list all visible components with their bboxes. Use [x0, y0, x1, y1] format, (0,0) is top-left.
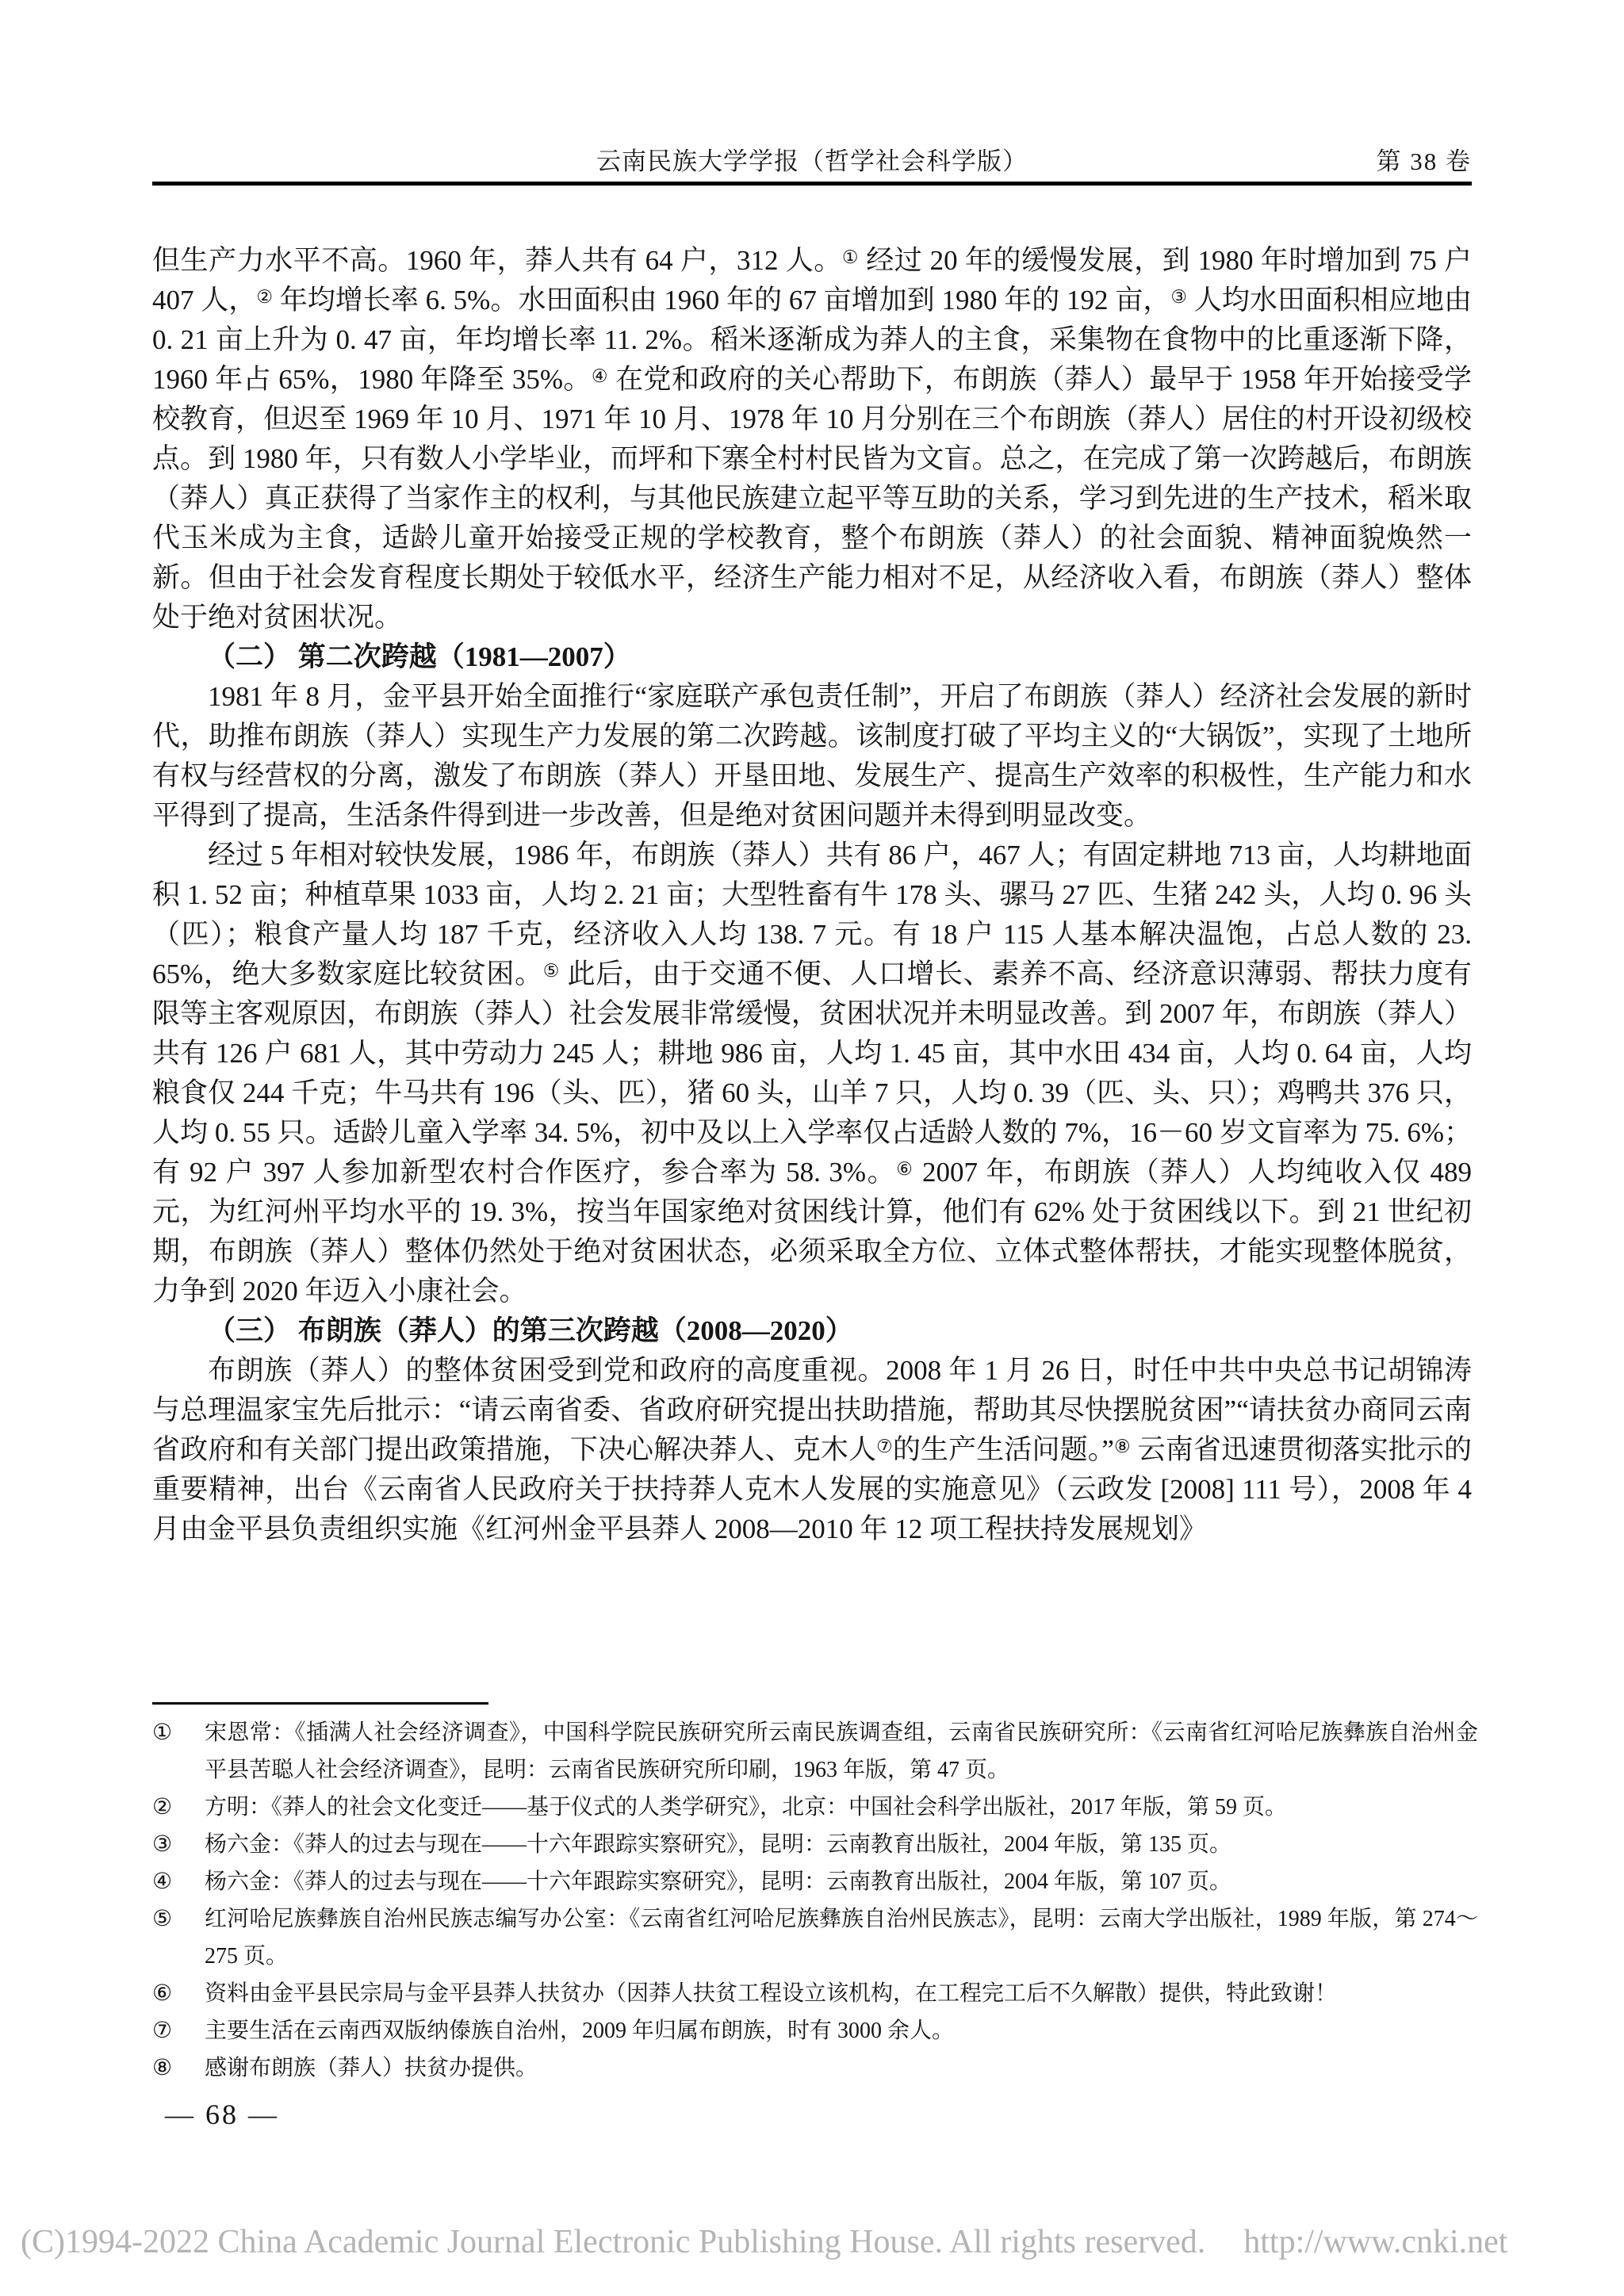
footnote-text: 宋恩常：《插满人社会经济调查》，中国科学院民族研究所云南民族调查组，云南省民族研究所：《云南省红河哈尼族彝族自治州金平县苦聪人社会经济调查》，昆明：云南省民族研究所印刷，1963 年版，第 47 页。 — [205, 1720, 1478, 1782]
footnote-text: 感谢布朗族（莽人）扶贫办提供。 — [205, 2056, 538, 2080]
copyright-text: (C)1994-2022 China Academic Journal Electronic Publishing House. All rights reserved. — [21, 2224, 1206, 2260]
footnote-ref: ① — [841, 247, 859, 267]
footnote-list — [152, 1714, 1478, 2087]
footnote-ref: ⑥ — [896, 1159, 914, 1179]
footnote-item — [152, 2012, 1478, 2049]
footnote-ref: ④ — [591, 366, 608, 386]
copyright-footer — [21, 2223, 1507, 2261]
footnote-marker: ② — [152, 1795, 173, 1820]
footnote-text: 资料由金平县民宗局与金平县莽人扶贫办（因莽人扶贫工程设立该机构，在工程完工后不久解散）提供，特此致谢！ — [205, 1981, 1338, 2006]
page-number: — 68 — — [165, 2099, 279, 2130]
footnote-item — [152, 1789, 1478, 1826]
footnote-marker: ④ — [152, 1869, 173, 1894]
footnote-marker: ⑤ — [152, 1907, 173, 1931]
footnote-item — [152, 1826, 1478, 1863]
footnote-text: 杨六金：《莽人的过去与现在——十六年跟踪实察研究》，昆明：云南教育出版社，2004 年版，第 135 页。 — [205, 1832, 1232, 1857]
journal-title: 云南民族大学学报（哲学社会科学版） — [596, 147, 1028, 175]
footnote-item — [152, 1900, 1478, 1975]
footnote-separator — [152, 1702, 488, 1705]
footnote-marker: ⑥ — [152, 1981, 173, 2006]
volume-label: 第 38 卷 — [1376, 147, 1472, 175]
footnote-text: 主要生活在云南西双版纳傣族自治州，2009 年归属布朗族，时有 3000 余人。 — [205, 2019, 955, 2043]
footnote-text: 红河哈尼族彝族自治州民族志编写办公室：《云南省红河哈尼族彝族自治州民族志》，昆明：云南大学出版社，1989 年版，第 274～275 页。 — [205, 1907, 1478, 1969]
article-body — [152, 241, 1472, 1549]
paragraph: 布朗族（莽人）的整体贫困受到党和政府的高度重视。2008 年 1 月 26 日，时任中共中央总书记胡锦涛与总理温家宝先后批示：“请云南省委、省政府研究提出扶助措施，帮助其尽快摆脱贫困”“请扶贫办商同云南省政府和有关部门提出政策措施，下决心解决莽人、克木人⑦的生产生活问题。”⑧ 云南省迅速贯彻落实批示的重要精神，出台《云南省人民政府关于扶持莽人克木人发展的实施意见》（云政发 [2008] 111 号），2008 年 4 月由金平县负责组织实施《红河州金平县莽人 2008—2010 年 12 项工程扶持发展规划》 — [152, 1355, 1472, 1544]
section-heading: （三） 布朗族（莽人）的第三次跨越（2008—2020） — [208, 1315, 853, 1346]
cnki-url: http://www.cnki.net — [1243, 2224, 1508, 2260]
footnote-ref: ③ — [1170, 287, 1188, 307]
footnote-marker: ⑦ — [152, 2019, 173, 2043]
footnote-marker: ① — [152, 1720, 173, 1745]
paragraph: 但生产力水平不高。1960 年，莽人共有 64 户，312 人。① 经过 20 年的缓慢发展，到 1980 年时增加到 75 户 407 人，② 年均增长率 6. 5%。水田面积由 1960 年的 67 亩增加到 1980 年的 192 亩，③ 人均水田面积相应地由 0. 21 亩上升为 0. 47 亩，年均增长率 11. 2%。稻米逐渐成为莽人的主食，采集物在食物中的比重逐渐下降，1960 年占 65%，1980 年降至 35%。④ 在党和政府的关心帮助下，布朗族（莽人）最早于 1958 年开始接受学校教育，但迟至 1969 年 10 月、1971 年 10 月、1978 年 10 月分别在三个布朗族（莽人）居住的村开设初级校点。到 1980 年，只有数人小学毕业，而坪和下寨全村村民皆为文盲。总之，在完成了第一次跨越后，布朗族（莽人）真正获得了当家作主的权利，与其他民族建立起平等互助的关系，学习到先进的生产技术，稻米取代玉米成为主食，适龄儿童开始接受正规的学校教育，整个布朗族（莽人）的社会面貌、精神面貌焕然一新。但由于社会发育程度长期处于较低水平，经济生产能力相对不足，从经济收入看，布朗族（莽人）整体处于绝对贫困状况。 — [152, 245, 1473, 633]
footnote-ref: ⑦ — [876, 1437, 893, 1456]
paragraph: 经过 5 年相对较快发展，1986 年，布朗族（莽人）共有 86 户，467 人；有固定耕地 713 亩，人均耕地面积 1. 52 亩；种植草果 1033 亩，人均 2. 21 亩；大型牲畜有牛 178 头、骡马 27 匹、生猪 242 头，人均 0. 96 头（匹）；粮食产量人均 187 千克，经济收入人均 138. 7 元。有 18 户 115 人基本解决温饱，占总人数的 23. 65%，绝大多数家庭比较贫困。⑤ 此后，由于交通不便、人口增长、素养不高、经济意识薄弱、帮扶力度有限等主客观原因，布朗族（莽人）社会发展非常缓慢，贫困状况并未明显改善。到 2007 年，布朗族（莽人）共有 126 户 681 人，其中劳动力 245 人；耕地 986 亩，人均 1. 45 亩，其中水田 434 亩，人均 0. 64 亩，人均粮食仅 244 千克；牛马共有 196（头、匹），猪 60 头，山羊 7 只，人均 0. 39（匹、头、只）；鸡鸭共 376 只，人均 0. 55 只。适龄儿童入学率 34. 5%，初中及以上入学率仅占适龄人数的 7%，16－60 岁文盲率为 75. 6%；有 92 户 397 人参加新型农村合作医疗，参合率为 58. 3%。⑥ 2007 年，布朗族（莽人）人均纯收入仅 489 元，为红河州平均水平的 19. 3%，按当年国家绝对贫困线计算，他们有 62% 处于贫困线以下。到 21 世纪初期，布朗族（莽人）整体仍然处于绝对贫困状态，必须采取全方位、立体式整体帮扶，才能实现整体脱贫，力争到 2020 年迈入小康社会。 — [152, 840, 1472, 1307]
footnote-ref: ⑤ — [542, 961, 561, 981]
section-heading: （二） 第二次跨越（1981—2007） — [208, 641, 631, 672]
footnote-item — [152, 1975, 1478, 2012]
header-rule — [152, 182, 1472, 186]
footnote-marker: ③ — [152, 1832, 173, 1857]
footnote-item — [152, 2049, 1478, 2087]
footnote-ref: ② — [256, 287, 273, 307]
footnote-ref: ⑧ — [1113, 1437, 1131, 1456]
footnote-marker: ⑧ — [152, 2056, 173, 2080]
footnote-item — [152, 1863, 1478, 1900]
footnote-text: 方明：《莽人的社会文化变迁——基于仪式的人类学研究》，北京：中国社会科学出版社，2017 年版，第 59 页。 — [205, 1795, 1288, 1820]
footnote-item — [152, 1714, 1478, 1789]
footnote-text: 杨六金：《莽人的过去与现在——十六年跟踪实察研究》，昆明：云南教育出版社，2004 年版，第 107 页。 — [205, 1869, 1232, 1894]
paragraph: 1981 年 8 月，金平县开始全面推行“家庭联产承包责任制”，开启了布朗族（莽人）经济社会发展的新时代，助推布朗族（莽人）实现生产力发展的第二次跨越。该制度打破了平均主义的“大锅饭”，实现了土地所有权与经营权的分离，激发了布朗族（莽人）开垦田地、发展生产、提高生产效率的积极性，生产能力和水平得到了提高，生活条件得到进一步改善，但是绝对贫困问题并未得到明显改变。 — [152, 681, 1472, 831]
